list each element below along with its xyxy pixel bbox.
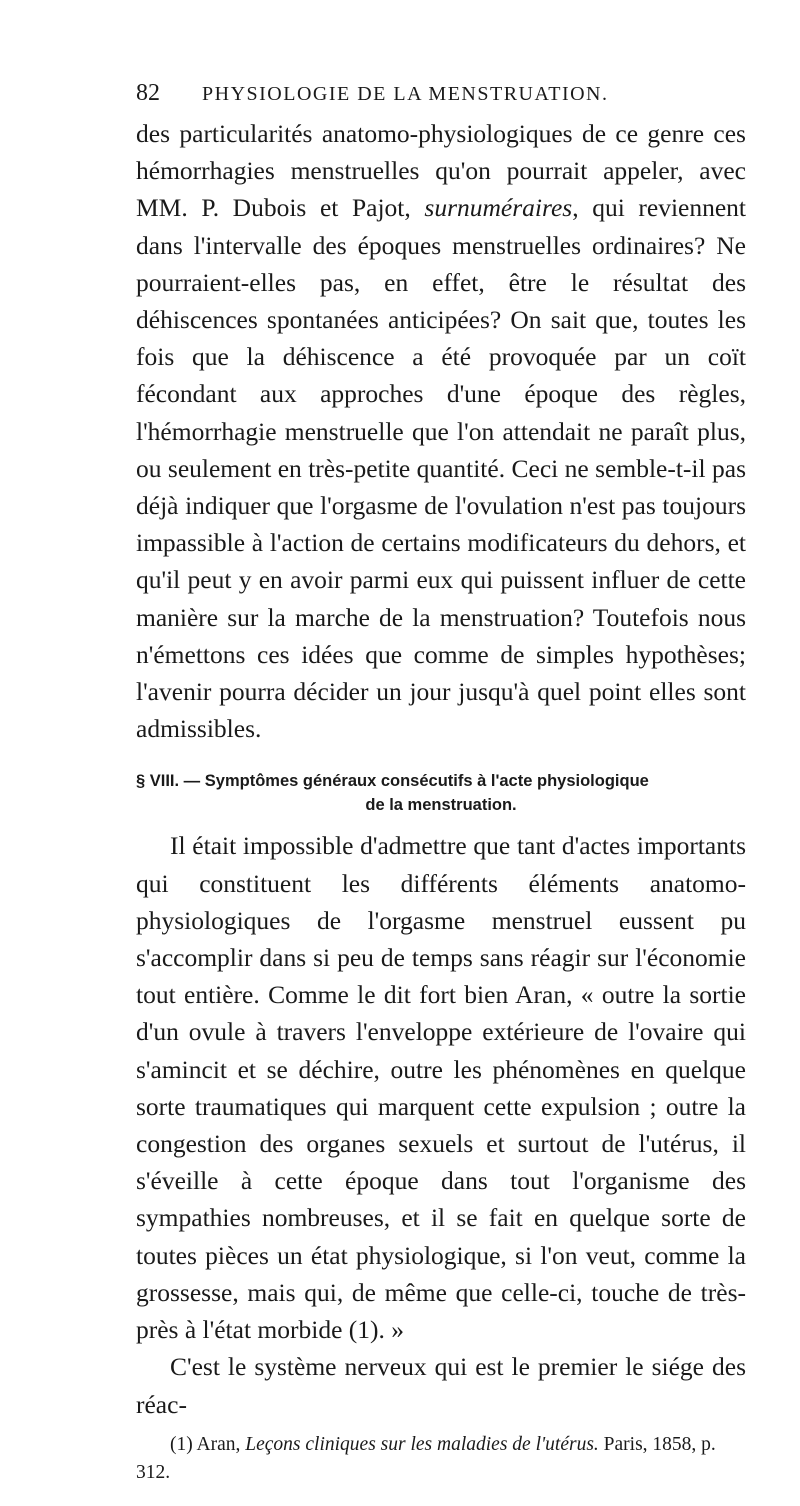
section-heading bbox=[136, 769, 746, 817]
footnote bbox=[136, 1431, 746, 1487]
footnote-part-2: Paris, 1858, p. 312. bbox=[136, 1433, 716, 1483]
paragraph-3: C'est le système nerveux qui est le premier le siége des réac- bbox=[136, 1352, 746, 1419]
page-number: 82 bbox=[136, 80, 160, 106]
paragraph-1-italic: surnuméraires bbox=[424, 193, 573, 223]
section-heading-line-1: § VIII. — Symptômes généraux consécutifs à l'acte physiologique bbox=[136, 772, 649, 791]
footnote-italic: Leçons cliniques sur les maladies de l'utérus. bbox=[245, 1433, 599, 1455]
running-head bbox=[136, 80, 746, 112]
paragraph-1-part-1: des particularités anatomo-physiologiques de ce genre ces hémorrhagies menstruelles qu'on pourrait appeler, avec MM. P. Dubois et Pajot, bbox=[136, 119, 746, 223]
running-title: PHYSIOLOGIE DE LA MENSTRUATION. bbox=[202, 83, 609, 105]
section-heading-line-2: de la menstruation. bbox=[365, 796, 517, 815]
paragraph-2: Il était impossible d'admettre que tant d'actes importants qui constituent les différents éléments anatomo-physiologiques de l'orgasme menstruel eussent pu s'accomplir dans si peu de temps sans réagir sur l'économie tout entière. Comme le dit fort bien Aran, « outre la sortie d'un ovule à travers l'enveloppe extérieure de l'ovaire qui s'amincit et se déchire, outre les phénomènes en quelque sorte traumatiques qui marquent cette expulsion ; outre la congestion des organes sexuels et surtout de l'utérus, il s'éveille à cette époque dans tout l'organisme des sympathies nombreuses, et il se fait en quelque sorte de toutes pièces un état physiologique, si l'on veut, comme la grossesse, mais qui, de même que celle-ci, touche de très-près à l'état morbide (1). » bbox=[136, 831, 746, 1345]
paragraph-1 bbox=[136, 115, 746, 747]
footnote-part-1: (1) Aran, bbox=[170, 1433, 246, 1455]
paragraph-1-part-2: , qui reviennent dans l'intervalle des époques menstruelles ordinaires? Ne pourraient-elles pas, en effet, être le résultat des déhiscences spontanées anticipées? On sait que, toutes les fois que la déhiscence a été provoquée par un coït fécondant aux approches d'une époque des règles, l'hémorrhagie menstruelle que l'on attendait ne paraît plus, ou seulement en très-petite quantité. Ceci ne semble-t-il pas déjà indiquer que l'orgasme de l'ovulation n'est pas toujours impassible à l'action de certains modificateurs du dehors, et qu'il peut y en avoir parmi eux qui puissent influer de cette manière sur la marche de la menstruation? Toutefois nous n'émettons ces idées que comme de simples hypothèses; l'avenir pourra décider un jour jusqu'à quel point elles sont admissibles. bbox=[136, 193, 747, 744]
body-text bbox=[136, 115, 746, 1506]
